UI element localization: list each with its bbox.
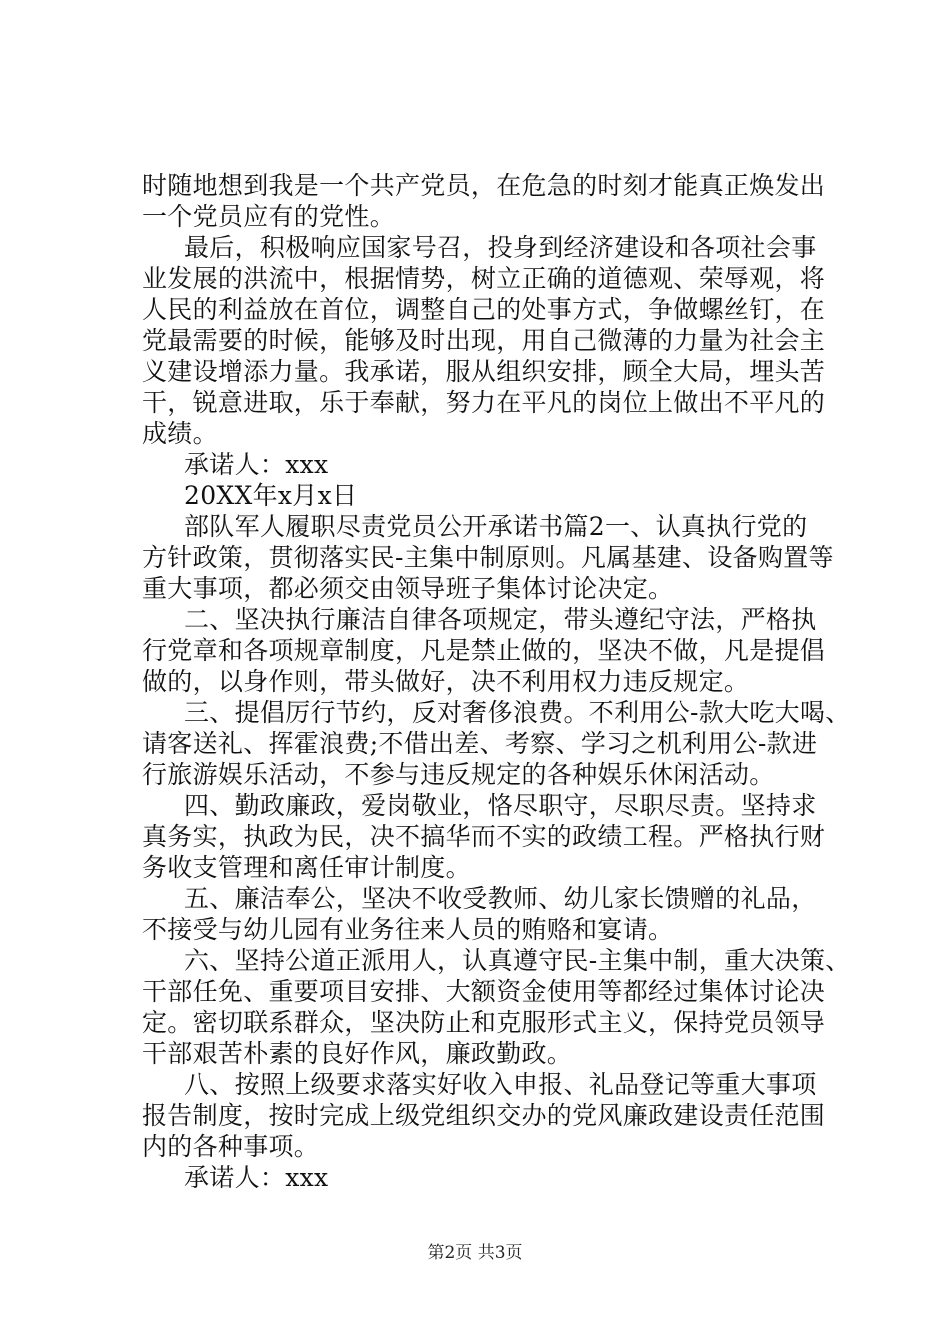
text-line: 三、提倡厉行节约，反对奢侈浪费。不利用公-款大吃大喝、 bbox=[184, 698, 851, 727]
text-line: 时随地想到我是一个共产党员，在危急的时刻才能真正焕发出 bbox=[142, 171, 826, 200]
text-line: 承诺人：xxx bbox=[184, 1163, 329, 1192]
text-line: 务收支管理和离任审计制度。 bbox=[142, 853, 471, 882]
text-line: 八、按照上级要求落实好收入申报、礼品登记等重大事项 bbox=[184, 1070, 817, 1099]
text-line: 干部任免、重要项目安排、大额资金使用等都经过集体讨论决 bbox=[142, 977, 826, 1006]
text-line: 四、勤政廉政，爱岗敬业，恪尽职守，尽职尽责。坚持求 bbox=[184, 791, 817, 820]
text-line: 20XX年x月x日 bbox=[184, 481, 358, 510]
text-line: 定。密切联系群众，坚决防止和克服形式主义，保持党员领导 bbox=[142, 1008, 826, 1037]
page-number: 第2页 共3页 bbox=[427, 1243, 523, 1263]
text-line: 不接受与幼儿园有业务往来人员的贿赂和宴请。 bbox=[142, 915, 674, 944]
text-line: 部队军人履职尽责党员公开承诺书篇2一、认真执行党的 bbox=[184, 512, 808, 541]
text-line: 党最需要的时候，能够及时出现，用自己微薄的力量为社会主 bbox=[142, 326, 826, 355]
text-line: 最后，积极响应国家号召，投身到经济建设和各项社会事 bbox=[184, 233, 817, 262]
text-line: 六、坚持公道正派用人，认真遵守民-主集中制，重大决策、 bbox=[184, 946, 851, 975]
text-line: 人民的利益放在首位，调整自己的处事方式，争做螺丝钉，在 bbox=[142, 295, 826, 324]
text-line: 重大事项，都必须交由领导班子集体讨论决定。 bbox=[142, 574, 674, 603]
text-line: 一个党员应有的党性。 bbox=[142, 202, 396, 231]
document-body bbox=[142, 170, 851, 1193]
text-line: 行旅游娱乐活动，不参与违反规定的各种娱乐休闲活动。 bbox=[142, 760, 775, 789]
text-line: 请客送礼、挥霍浪费;不借出差、考察、学习之机利用公-款进 bbox=[142, 729, 818, 758]
text-line: 承诺人：xxx bbox=[184, 450, 329, 479]
text-line: 五、廉洁奉公，坚决不收受教师、幼儿家长馈赠的礼品， bbox=[184, 884, 817, 913]
text-line: 成绩。 bbox=[142, 419, 218, 448]
page-footer bbox=[0, 1242, 950, 1264]
text-line: 内的各种事项。 bbox=[142, 1132, 320, 1161]
text-line: 干，锐意进取，乐于奉献，努力在平凡的岗位上做出不平凡的 bbox=[142, 388, 826, 417]
text-line: 做的，以身作则，带头做好，决不利用权力违反规定。 bbox=[142, 667, 750, 696]
text-line: 方针政策，贯彻落实民-主集中制原则。凡属基建、设备购置等 bbox=[142, 543, 834, 572]
text-line: 报告制度，按时完成上级党组织交办的党风廉政建设责任范围 bbox=[142, 1101, 826, 1130]
text-line: 真务实，执政为民，决不搞华而不实的政绩工程。严格执行财 bbox=[142, 822, 826, 851]
text-line: 干部艰苦朴素的良好作风，廉政勤政。 bbox=[142, 1039, 573, 1068]
text-line: 二、坚决执行廉洁自律各项规定，带头遵纪守法，严格执 bbox=[184, 605, 817, 634]
text-line: 义建设增添力量。我承诺，服从组织安排，顾全大局，埋头苦 bbox=[142, 357, 826, 386]
text-line: 业发展的洪流中，根据情势，树立正确的道德观、荣辱观，将 bbox=[142, 264, 826, 293]
text-line: 行党章和各项规章制度，凡是禁止做的，坚决不做，凡是提倡 bbox=[142, 636, 826, 665]
